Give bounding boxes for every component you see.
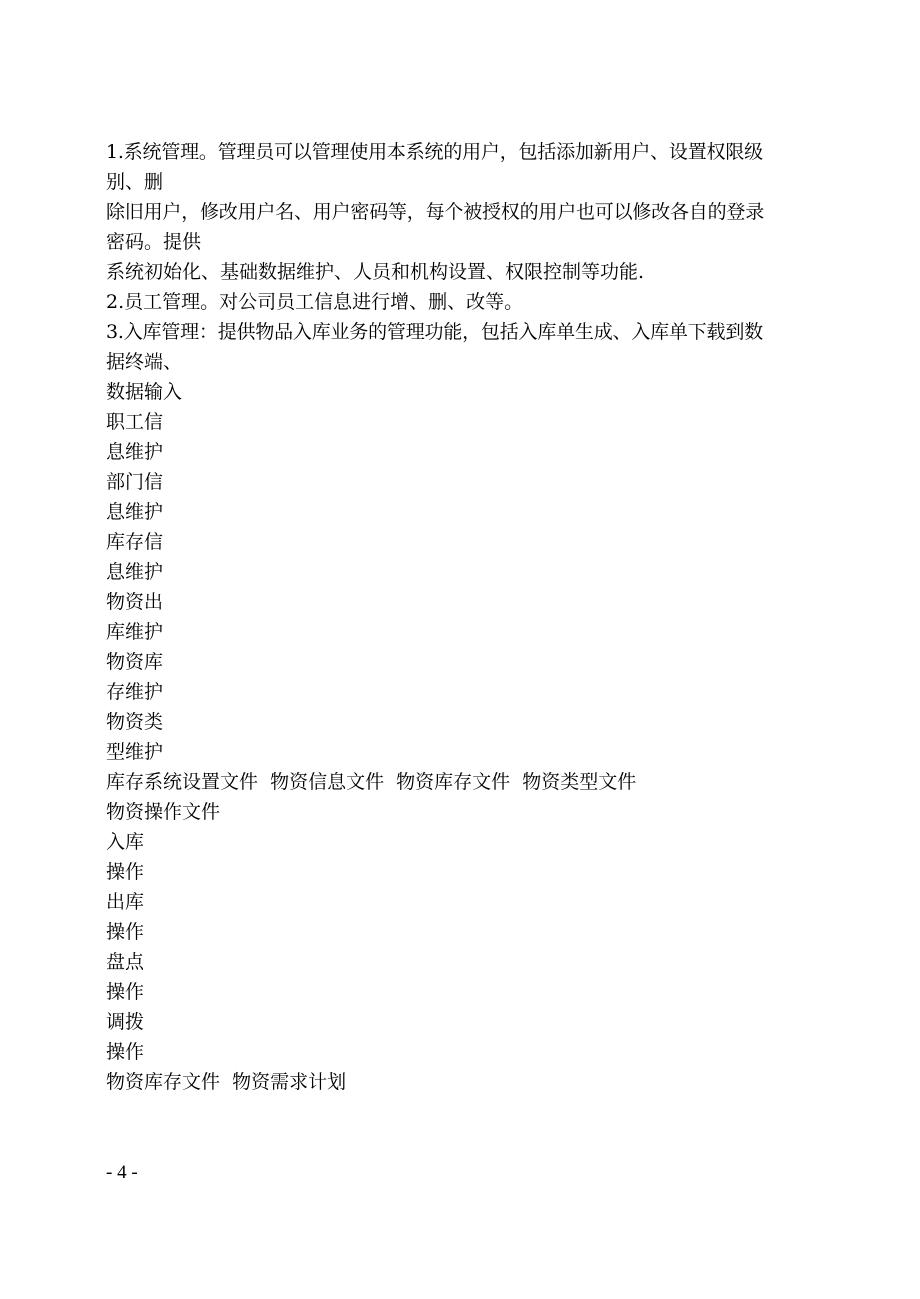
text-line: 物资库存文件 物资需求计划	[106, 1071, 347, 1093]
text-line: 操作	[106, 1041, 145, 1063]
text-line: 物资类	[106, 711, 164, 733]
text-line: 3.入库管理：提供物品入库业务的管理功能，包括入库单生成、入库单下载到数	[106, 321, 763, 343]
text-line: 职工信	[106, 411, 164, 433]
text-line: 部门信	[106, 471, 164, 493]
text-line: 出库	[106, 891, 145, 913]
text-line: 存维护	[106, 681, 164, 703]
text-line: 据终端、	[106, 351, 183, 373]
text-line: 息维护	[106, 561, 164, 583]
text-line: 入库	[106, 831, 145, 853]
text-line: 物资操作文件	[106, 801, 221, 823]
text-line: 库存系统设置文件 物资信息文件 物资库存文件 物资类型文件	[106, 771, 637, 793]
text-line: 盘点	[106, 951, 145, 973]
document-body	[106, 137, 816, 1097]
text-line: 物资出	[106, 591, 164, 613]
text-line: 操作	[106, 921, 145, 943]
text-line: 库维护	[106, 621, 164, 643]
text-line: 操作	[106, 861, 145, 883]
page-number: - 4 -	[106, 1162, 138, 1183]
text-line: 型维护	[106, 741, 164, 763]
text-line: 系统初始化、基础数据维护、人员和机构设置、权限控制等功能.	[106, 261, 645, 283]
text-line: 息维护	[106, 441, 164, 463]
text-line: 2.员工管理。对公司员工信息进行增、删、改等。	[106, 291, 524, 313]
text-line: 1.系统管理。管理员可以管理使用本系统的用户，包括添加新用户、设置权限级	[106, 141, 763, 163]
text-line: 调拨	[106, 1011, 145, 1033]
text-line: 物资库	[106, 651, 164, 673]
text-line: 密码。提供	[106, 231, 202, 253]
text-line: 库存信	[106, 531, 164, 553]
text-line: 数据输入	[106, 381, 183, 403]
text-line: 操作	[106, 981, 145, 1003]
text-line: 息维护	[106, 501, 164, 523]
text-line: 别、删	[106, 171, 164, 193]
text-line: 除旧用户，修改用户名、用户密码等，每个被授权的用户也可以修改各自的登录	[106, 201, 765, 223]
